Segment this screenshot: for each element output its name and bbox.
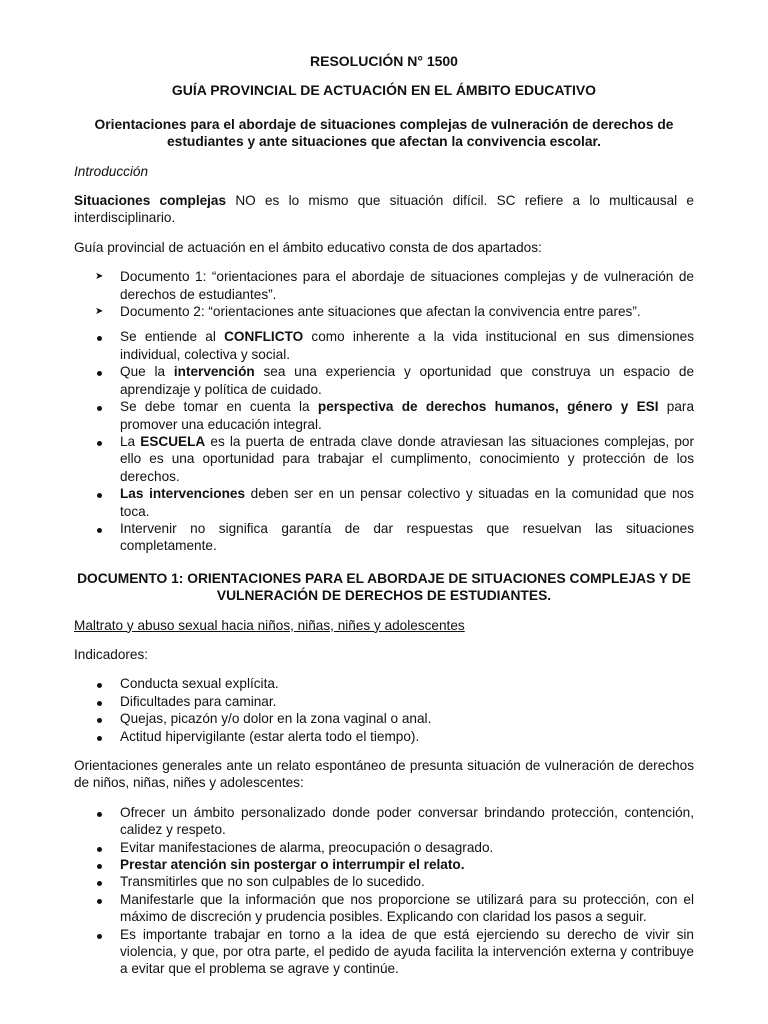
orientation-text: Es importante trabajar en torno a la idea de que está ejerciendo su derecho de vivir sin violencia, y que, por otra parte, el pedido de ayuda facilita la intervención externa y contribuye a evitar que el problema se agrave y continúe. — [120, 926, 694, 977]
principle-text: Se debe tomar en cuenta la — [120, 399, 318, 415]
indicator-text: Dificultades para caminar. — [120, 693, 277, 709]
bullet-icon — [95, 856, 109, 873]
principle-keyword: intervención — [173, 364, 255, 380]
principle-keyword: perspectiva de derechos humanos, género y ESI — [317, 399, 659, 415]
principle-item — [74, 485, 694, 520]
principle-text: Se entiende al — [120, 329, 225, 345]
orientation-item — [74, 891, 694, 926]
bullet-icon — [95, 520, 109, 537]
orientation-item — [74, 926, 694, 978]
indicator-item — [74, 693, 694, 710]
indicator-text: Quejas, picazón y/o dolor en la zona vaginal o anal. — [120, 711, 432, 727]
orientation-text: Prestar atención sin postergar o interrumpir el relato. — [120, 857, 465, 873]
principle-text: deben ser en un pensar colectivo y situadas en la comunidad que nos toca. — [120, 486, 694, 519]
bullet-icon — [95, 363, 109, 380]
bullet-icon — [95, 891, 109, 908]
document-item-text: Documento 2: “orientaciones ante situaciones que afectan la convivencia entre pares”. — [120, 304, 641, 320]
principle-item — [74, 398, 694, 433]
orientation-text: Manifestarle que la información que nos proporcione se utilizará para su protección, con el máximo de discreción y prudencia posibles. Explicando con claridad los pasos a seguir. — [120, 891, 694, 925]
indicator-text: Conducta sexual explícita. — [120, 676, 279, 692]
document-subtitle: Orientaciones para el abordaje de situaciones complejas de vulneración de derechos de estudiantes y ante situaciones que afectan la convivencia escolar. — [94, 116, 674, 150]
orientation-text: Ofrecer un ámbito personalizado donde poder conversar brindando protección, contención, calidez y respeto. — [120, 804, 694, 838]
bullet-icon — [95, 926, 109, 943]
orientation-text: Evitar manifestaciones de alarma, preocupación o desagrado. — [120, 839, 494, 855]
bullet-icon — [95, 485, 109, 502]
document-1-heading: DOCUMENTO 1: ORIENTACIONES PARA EL ABORDAJE DE SITUACIONES COMPLEJAS Y DE VULNERACIÓN DE DERECHOS DE ESTUDIANTES. — [77, 570, 691, 604]
arrow-bullet-icon: ➤ — [95, 271, 104, 283]
bullet-icon — [95, 433, 109, 450]
complex-situations-paragraph — [74, 192, 694, 227]
principle-text: Intervenir no significa garantía de dar respuestas que resuelvan las situaciones completamente. — [120, 520, 694, 554]
principle-text: para promover una educación integral. — [120, 399, 694, 432]
principle-item — [74, 363, 694, 398]
bullet-icon — [95, 398, 109, 415]
bullet-icon — [95, 693, 109, 710]
bullet-icon — [95, 839, 109, 856]
principles-list — [74, 328, 694, 554]
orientations-list — [74, 804, 694, 978]
complex-situations-text: NO es lo mismo que situación difícil. SC refiere a lo multicausal e interdisciplinario. — [74, 193, 694, 226]
bullet-icon — [95, 710, 109, 727]
bullet-icon — [95, 873, 109, 890]
principle-text: como inherente a la vida institucional en sus dimensiones individual, colectiva y social. — [120, 329, 694, 362]
indicator-item — [74, 710, 694, 727]
principle-text: sea una experiencia y oportunidad que construya un espacio de aprendizaje y política de cuidado. — [120, 364, 695, 397]
bullet-icon — [95, 804, 109, 821]
documents-list — [74, 268, 694, 320]
document-item-text: Documento 1: “orientaciones para el abordaje de situaciones complejas y de vulneración de derechos de estudiantes”. — [120, 269, 694, 302]
arrow-bullet-icon: ➤ — [95, 306, 104, 318]
bullet-icon — [95, 675, 109, 692]
section-title: Maltrato y abuso sexual hacia niños, niñas, niñes y adolescentes — [74, 617, 465, 633]
intro-heading: Introducción — [74, 163, 149, 179]
principle-item — [74, 520, 694, 555]
orientation-item — [74, 804, 694, 839]
principle-keyword: Las intervenciones — [120, 486, 246, 502]
principle-item — [74, 328, 694, 363]
orientation-item — [74, 856, 694, 873]
principle-text: Que la — [120, 364, 174, 380]
indicator-item — [74, 675, 694, 692]
orientation-item — [74, 873, 694, 890]
principle-keyword: ESCUELA — [140, 433, 206, 449]
guide-title: GUÍA PROVINCIAL DE ACTUACIÓN EN EL ÁMBITO EDUCATIVO — [171, 82, 597, 99]
complex-situations-term: Situaciones complejas — [74, 193, 227, 209]
principle-text: es la puerta de entrada clave donde atraviesan las situaciones complejas, por ello es una oportunidad para trabajar el cumplimento, conocimiento y protección de los derechos. — [120, 433, 694, 484]
list-item — [74, 268, 694, 303]
orientation-item — [74, 839, 694, 856]
orientation-text: Transmitirles que no son culpables de lo sucedido. — [120, 874, 425, 890]
orientations-intro: Orientaciones generales ante un relato espontáneo de presunta situación de vulneración de derechos de niños, niñas, niñes y adolescentes: — [74, 758, 694, 791]
list-item — [74, 303, 694, 320]
indicator-item — [74, 728, 694, 745]
indicator-text: Actitud hipervigilante (estar alerta todo el tiempo). — [120, 728, 420, 744]
indicators-list — [74, 675, 694, 745]
guide-description: Guía provincial de actuación en el ámbito educativo consta de dos apartados: — [74, 239, 542, 255]
bullet-icon — [95, 728, 109, 745]
principle-keyword: CONFLICTO — [224, 329, 304, 345]
principle-item — [74, 433, 694, 485]
indicators-label: Indicadores: — [74, 646, 149, 662]
principle-text: La — [120, 433, 141, 449]
resolution-title: RESOLUCIÓN N° 1500 — [310, 53, 458, 69]
bullet-icon — [95, 328, 109, 345]
